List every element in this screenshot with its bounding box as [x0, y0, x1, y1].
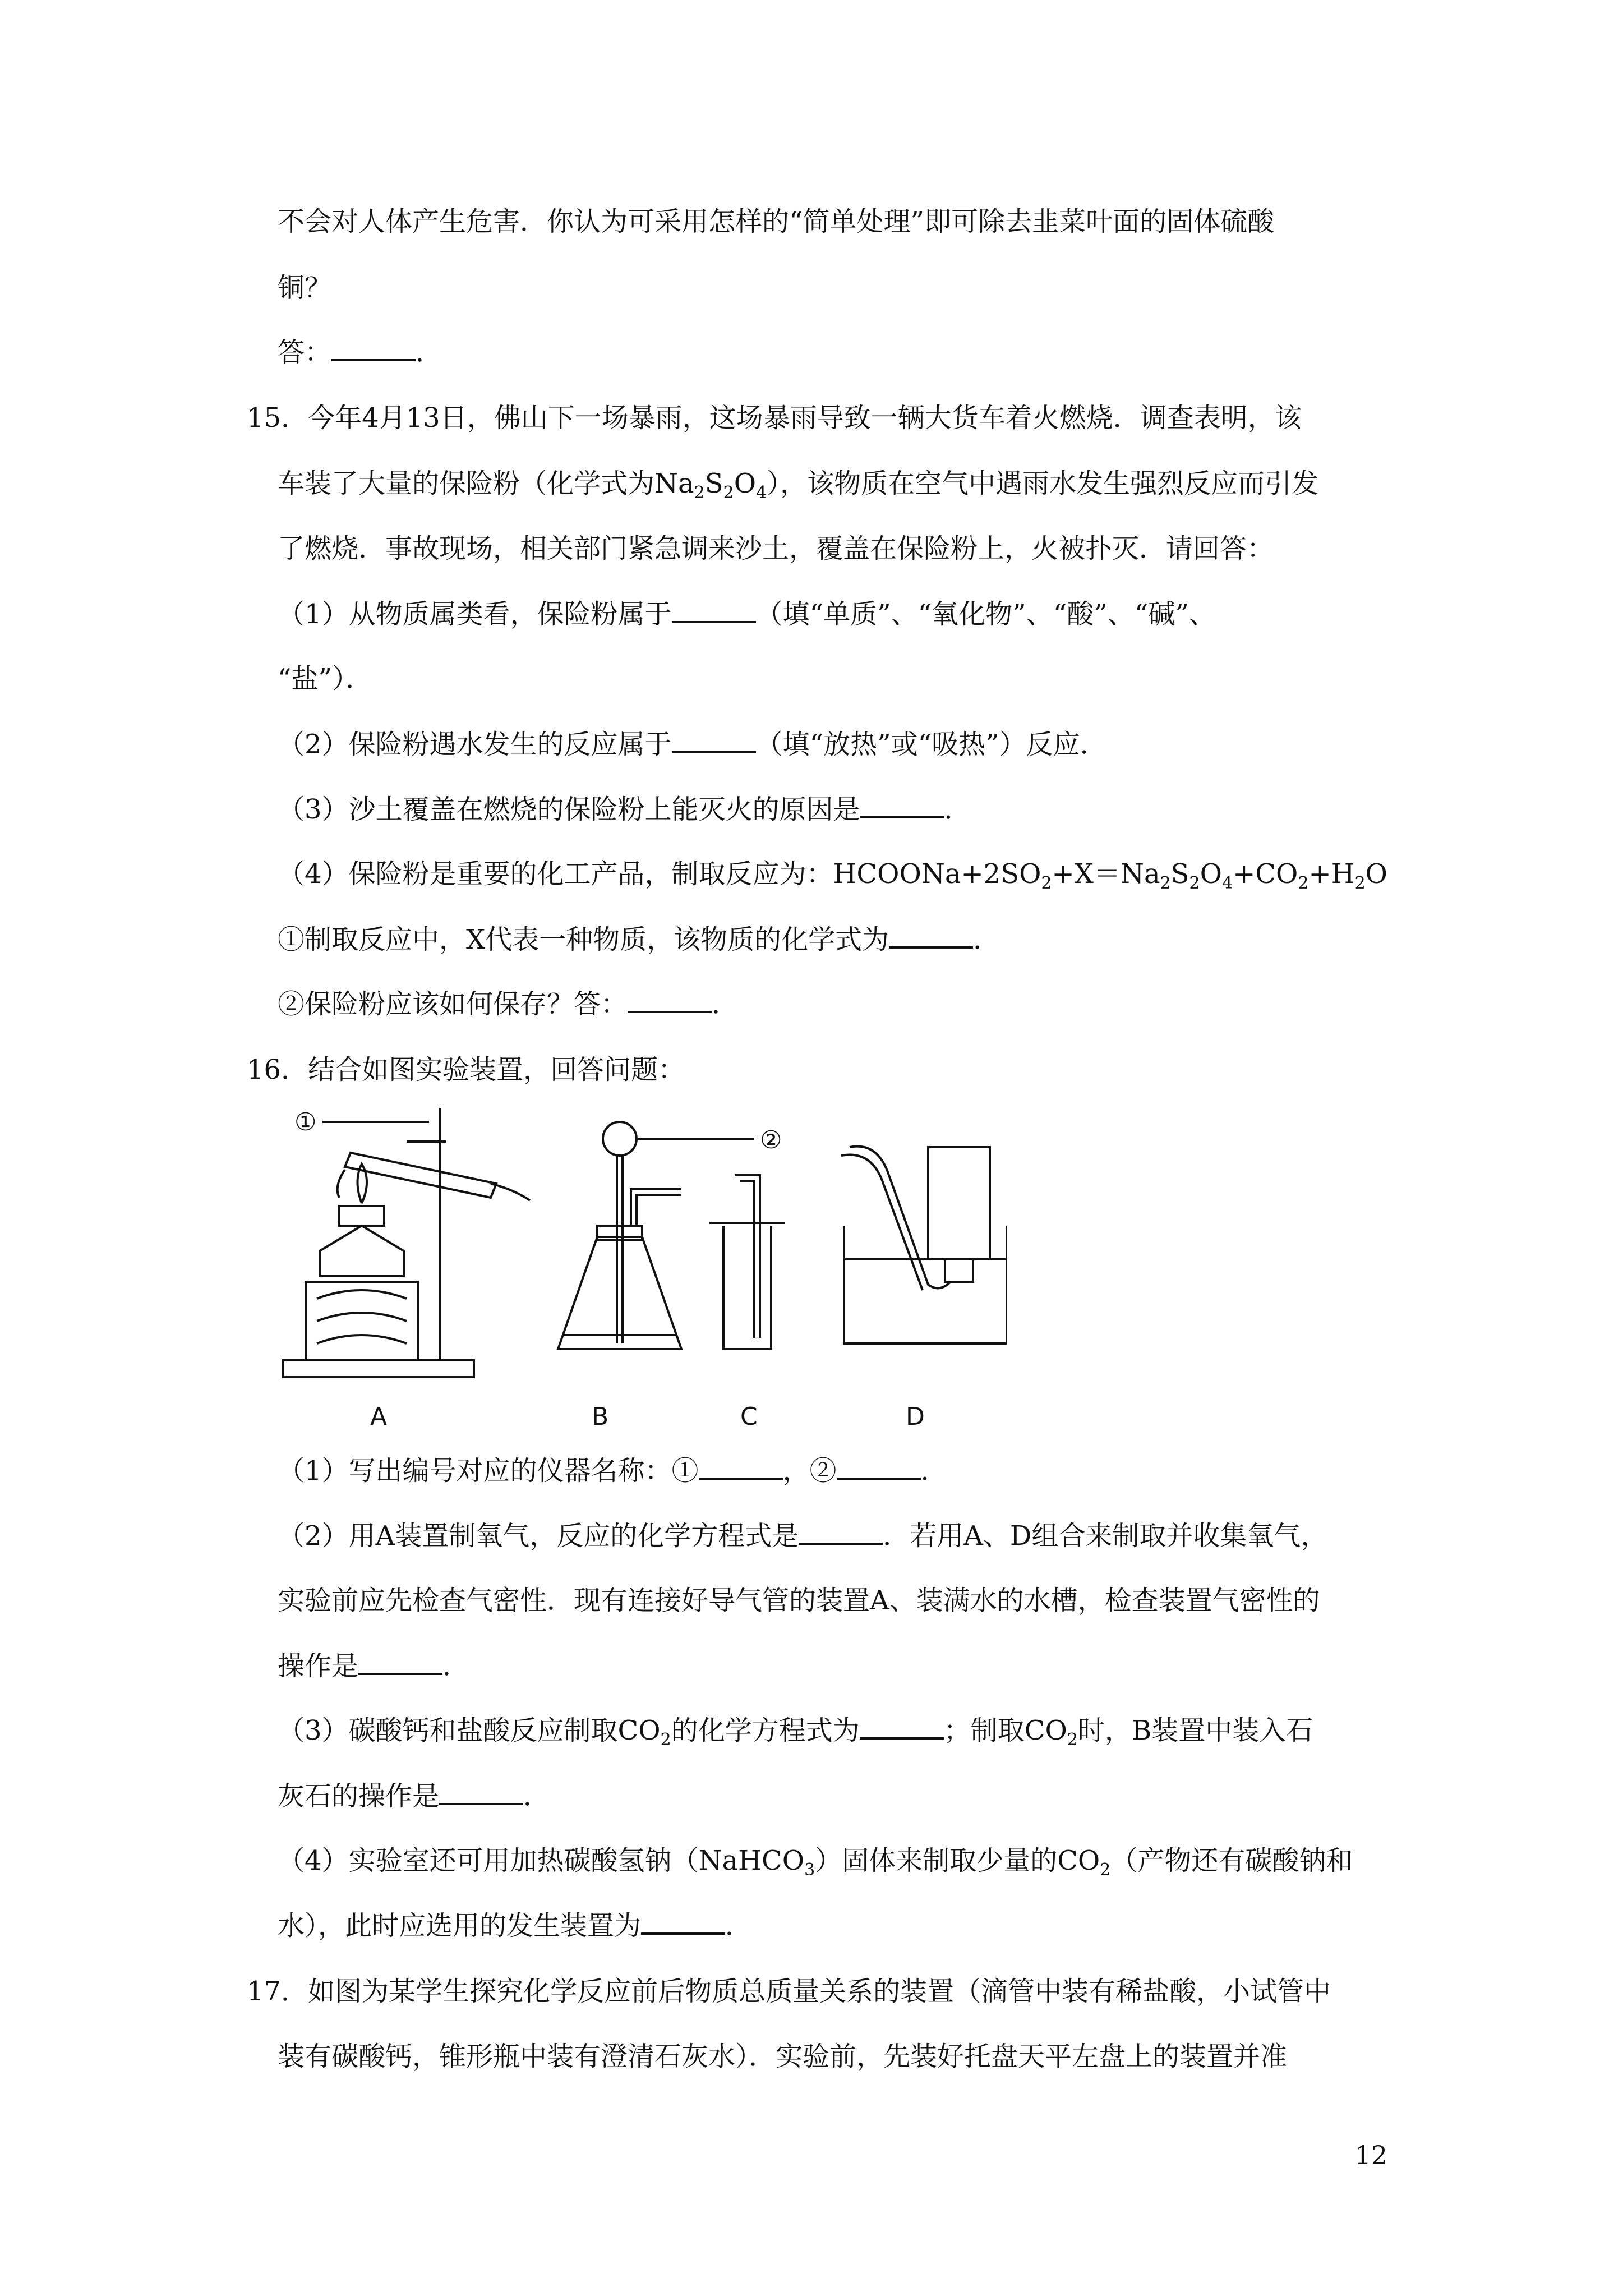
answer-blank	[358, 1650, 442, 1675]
apparatus-drawing	[278, 1097, 1007, 1439]
text-line: （1）从物质属类看，保险粉属于 （填“单质”、“氧化物”、“酸”、“碱”、	[278, 599, 1216, 630]
text-line: 了燃烧．事故现场，相关部门紧急调来沙土，覆盖在保险粉上，火被扑灭．请回答：	[278, 533, 1274, 564]
alcohol-lamp	[320, 1226, 404, 1276]
answer-blank	[439, 1780, 523, 1805]
answer-blank	[860, 1715, 944, 1740]
text-line: ②保险粉应该如何保存？答： ．	[278, 988, 739, 1020]
inverted-bottle	[928, 1147, 990, 1259]
separating-funnel-bulb	[603, 1122, 637, 1156]
question-17-line: 17．如图为某学生探究化学反应前后物质总质量关系的装置（滴管中装有稀盐酸，小试管中	[247, 1976, 1331, 2007]
test-tube-a	[345, 1153, 496, 1198]
answer-blank	[672, 599, 756, 623]
text-line: （2）用A装置制氧气，反应的化学方程式是 ．若用A、D组合来制取并收集氧气，	[278, 1520, 1328, 1552]
answer-blank	[628, 988, 712, 1013]
label-a: A	[370, 1402, 388, 1431]
delivery-tube	[850, 1147, 951, 1289]
stand-base	[283, 1360, 474, 1377]
answer-blank	[837, 1455, 921, 1480]
text-line: “盐”）．	[278, 663, 373, 694]
lab-apparatus-figure	[278, 1097, 1007, 1439]
answer-blank	[641, 1910, 725, 1935]
question-16-line: 16．结合如图实验装置，回答问题：	[247, 1054, 685, 1085]
text-line: 不会对人体产生危害．你认为可采用怎样的“简单处理”即可除去韭菜叶面的固体硫酸	[278, 206, 1275, 237]
text-line: 水），此时应选用的发生装置为 ．	[278, 1910, 753, 1941]
text-line: （4）实验室还可用加热碳酸氢钠（NaHCO$_3$）固体来制取少量的$CO_2$（产物还有碳酸钠和	[278, 1845, 1353, 1880]
text-line: ①制取反应中，X代表一种物质，该物质的化学式为 ．	[278, 924, 1000, 955]
answer-blank	[699, 1455, 783, 1480]
answer-blank	[799, 1520, 883, 1545]
answer-blank	[331, 337, 416, 361]
marker-1: ①	[294, 1108, 317, 1137]
text-line: （3）沙土覆盖在燃烧的保险粉上能灭火的原因是 ．	[278, 794, 971, 825]
text-line: （2）保险粉遇水发生的反应属于 （填“放热”或“吸热”）反应．	[278, 729, 1107, 760]
page-number: 12	[1354, 2140, 1387, 2170]
answer-blank	[889, 924, 973, 949]
answer-blank	[672, 729, 756, 753]
label-b: B	[592, 1402, 609, 1431]
text-line: 操作是 ．	[278, 1650, 470, 1682]
text-line: （4）保险粉是重要的化工产品，制取反应为：$HCOONa+2SO_2+X=Na_2S_2O_4+CO_2+H_2O$	[278, 858, 1388, 893]
wooden-block	[306, 1282, 418, 1360]
answer-blank	[860, 794, 944, 818]
text-line: 答： ．	[278, 337, 443, 368]
label-d: D	[906, 1402, 925, 1431]
text-line: 铜？	[278, 272, 332, 303]
text-line: 车装了大量的保险粉（化学式为$Na_2S_2O_4$），该物质在空气中遇雨水发生强烈反应而引发	[278, 468, 1319, 503]
question-15-line: 15．今年4月13日，佛山下一场暴雨，这场暴雨导致一辆大货车着火燃烧．调查表明，该	[247, 402, 1302, 434]
text-line: （1）写出编号对应的仪器名称：① ，② ．	[278, 1455, 948, 1487]
marker-2: ②	[760, 1126, 782, 1154]
text-line: （3）碳酸钙和盐酸反应制取$CO_2$的化学方程式为 ；制取$CO_2$时，B装置中装入石	[278, 1715, 1313, 1750]
water-trough	[844, 1226, 1007, 1343]
text-line: 灰石的操作是 ．	[278, 1780, 551, 1812]
text-line: 实验前应先检查气密性．现有连接好导气管的装置A、装满水的水槽，检查装置气密性的	[278, 1585, 1320, 1616]
text-line: 装有碳酸钙，锥形瓶中装有澄清石灰水）．实验前，先装好托盘天平左盘上的装置并准	[278, 2041, 1288, 2072]
label-c: C	[740, 1402, 758, 1431]
gas-jar	[723, 1226, 771, 1349]
conical-flask	[558, 1237, 681, 1349]
